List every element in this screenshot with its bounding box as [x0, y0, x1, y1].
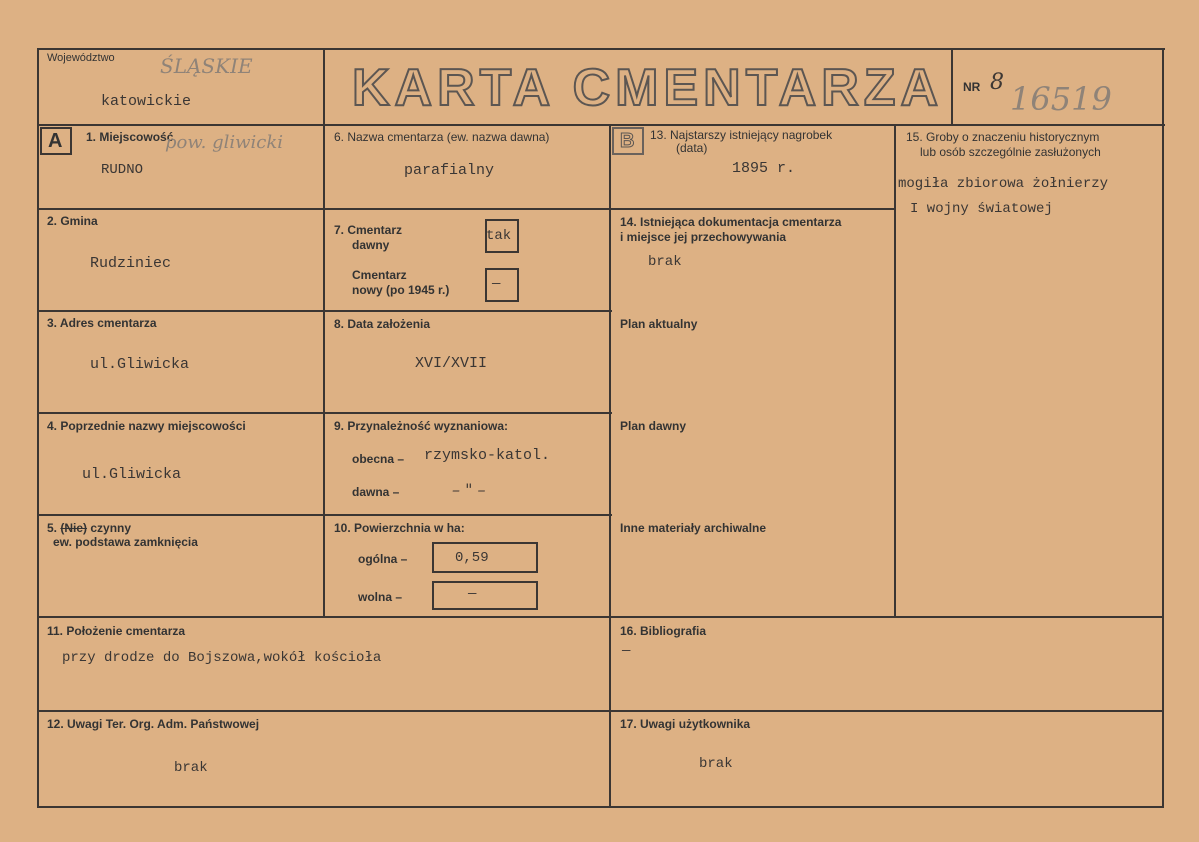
f17-label: 17. Uwagi użytkownika — [620, 717, 751, 731]
wojewodztwo-label: Województwo — [47, 52, 115, 64]
f4-value: ul.Gliwicka — [82, 466, 182, 483]
f15-label: 15. Groby o znaczeniu historycznym — [906, 130, 1100, 144]
f14-value: brak — [648, 254, 682, 270]
f1-handwritten: pow. gliwicki — [165, 132, 284, 153]
f9-obecna-value: rzymsko-katol. — [424, 447, 551, 464]
rule-bottom — [37, 806, 1162, 808]
f15-value-1: mogiła zbiorowa żołnierzy — [898, 176, 1109, 192]
f5-label2: ew. podstawa zamknięcia — [53, 535, 198, 549]
handwritten-number: 16519 — [1010, 80, 1112, 118]
f6-label: 6. Nazwa cmentarza (ew. nazwa dawna) — [334, 130, 550, 144]
f10-ogolna-value: 0,59 — [455, 550, 489, 566]
f8-label: 8. Data założenia — [334, 317, 431, 331]
rule-col1 — [323, 48, 325, 616]
f13-value: 1895 r. — [732, 160, 796, 177]
rule-right — [1162, 48, 1164, 808]
rule-title-right — [951, 48, 953, 124]
f7-value-b: — — [492, 276, 501, 292]
f5-struck: (Nie) — [60, 521, 88, 535]
f7-box-b — [485, 268, 519, 302]
f10-ogolna-label: ogólna – — [358, 552, 408, 566]
f9-obecna-label: obecna – — [352, 452, 405, 466]
f13-label: 13. Najstarszy istniejący nagrobek — [650, 128, 833, 142]
f3-label: 3. Adres cmentarza — [47, 316, 157, 330]
f11-label: 11. Położenie cmentarza — [47, 624, 186, 638]
rule-row5 — [37, 616, 1162, 618]
f7-label-b2: nowy (po 1945 r.) — [352, 283, 450, 297]
rule-top — [37, 48, 1165, 50]
f9-dawna-label: dawna – — [352, 485, 400, 499]
inne-materialy-label: Inne materiały archiwalne — [620, 521, 767, 535]
f12-label: 12. Uwagi Ter. Org. Adm. Państwowej — [47, 717, 260, 731]
section-a-letter: A — [48, 130, 63, 152]
f6-value: parafialny — [404, 162, 495, 179]
f15-value-2: I wojny światowej — [910, 201, 1053, 217]
f10-wolna-label: wolna – — [358, 590, 403, 604]
f13-label2: (data) — [676, 141, 708, 155]
rule-row6 — [37, 710, 1162, 712]
f10-wolna-value: — — [468, 586, 477, 602]
f17-value: brak — [699, 756, 733, 772]
rule-header-bottom — [37, 124, 1165, 126]
f16-label: 16. Bibliografia — [620, 624, 707, 638]
f2-label: 2. Gmina — [47, 214, 98, 228]
f9-dawna-value: – " – — [452, 480, 486, 499]
f4-label: 4. Poprzednie nazwy miejscowości — [47, 419, 246, 433]
f1-label: 1. Miejscowość — [86, 130, 174, 144]
handwritten-region: ŚLĄSKIE — [160, 54, 253, 78]
f7-label-a: 7. Cmentarz — [334, 223, 403, 237]
rule-row1 — [37, 208, 895, 210]
f16-value: — — [622, 643, 631, 659]
f12-value: brak — [174, 760, 208, 776]
f8-value: XVI/XVII — [415, 355, 488, 372]
nr-value: 8 — [990, 70, 1004, 95]
rule-left — [37, 48, 39, 808]
plan-aktualny-label: Plan aktualny — [620, 317, 698, 331]
f14-label: 14. Istniejąca dokumentacja cmentarza — [620, 215, 842, 229]
f7-value-a: tak — [486, 228, 512, 244]
rule-col3 — [894, 124, 896, 616]
f5-num: 5. — [47, 521, 58, 535]
wojewodztwo-value: katowickie — [101, 93, 192, 110]
f3-value: ul.Gliwicka — [90, 356, 190, 373]
f7-label-b: Cmentarz — [352, 268, 407, 282]
f10-wolna-box — [432, 581, 538, 610]
section-b-letter: B — [620, 130, 635, 152]
f11-value: przy drodze do Bojszowa,wokół kościoła — [62, 650, 382, 666]
f1-value: RUDNO — [101, 162, 144, 178]
f9-label: 9. Przynależność wyznaniowa: — [334, 419, 509, 433]
f2-value: Rudziniec — [90, 255, 172, 272]
f14-label2: i miejsce jej przechowywania — [620, 230, 787, 244]
rule-col2 — [609, 124, 611, 808]
plan-dawny-label: Plan dawny — [620, 419, 687, 433]
f5-label — [47, 521, 131, 535]
card-title: KARTA CMENTARZA — [352, 59, 944, 117]
f5-rest: czynny — [90, 521, 132, 535]
f7-label-a2: dawny — [352, 238, 390, 252]
f10-label: 10. Powierzchnia w ha: — [334, 521, 465, 535]
nr-label: NR — [963, 80, 981, 94]
f15-label2: lub osób szczególnie zasłużonych — [920, 145, 1101, 159]
